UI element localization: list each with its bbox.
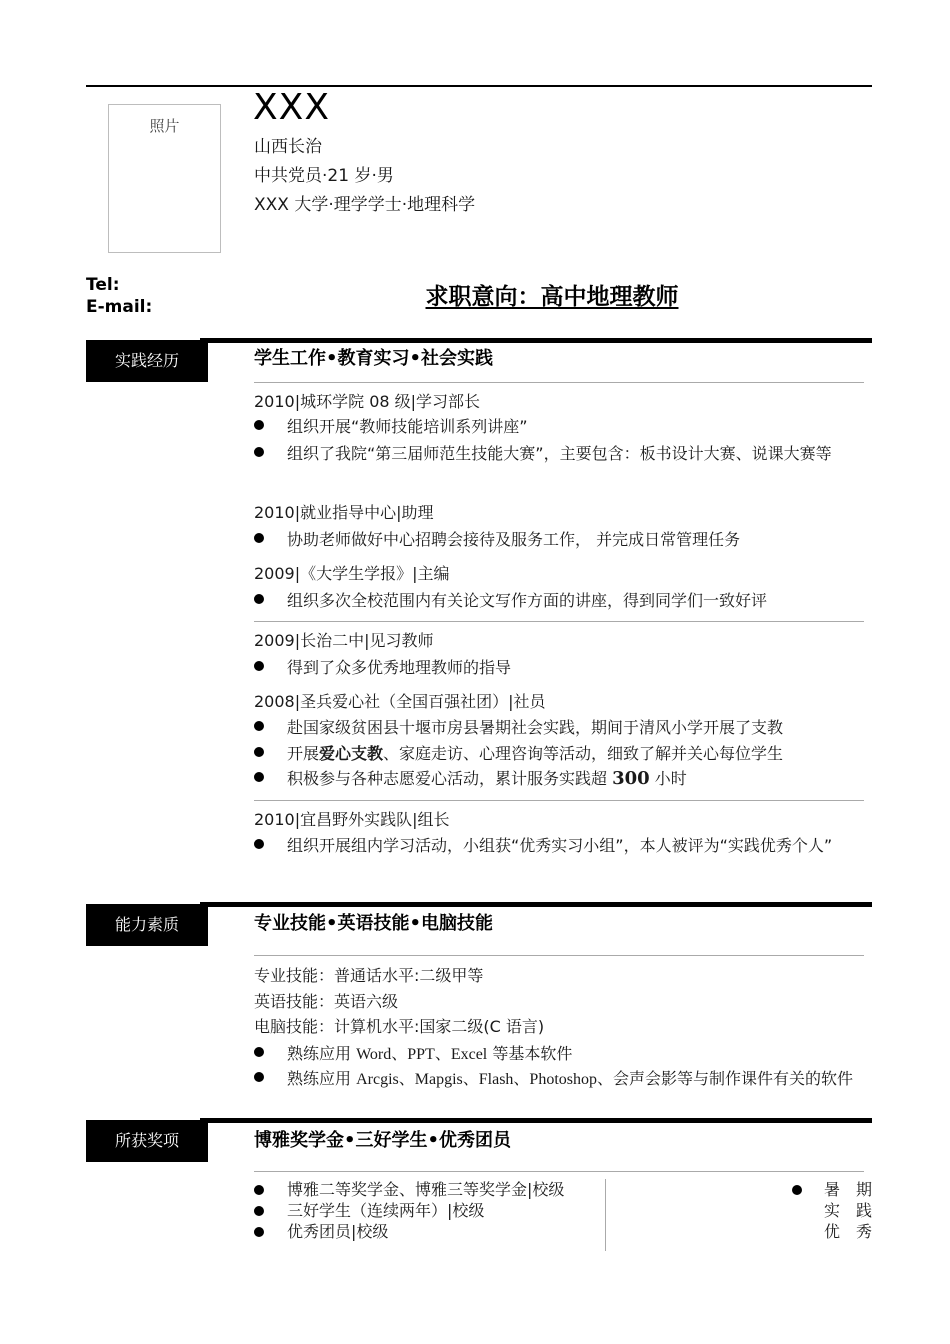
section-label-awards: 所获奖项: [86, 1120, 208, 1162]
divider: [254, 1171, 864, 1172]
bullet-icon: [792, 1185, 802, 1195]
entry-heading: 2010|就业指导中心|助理: [254, 503, 434, 522]
education: XXX 大学·理学学士·地理科学: [254, 195, 476, 215]
list-item: 组织多次全校范围内有关论文写作方面的讲座，得到同学们一致好评: [254, 588, 872, 613]
award-item-right: [790, 1179, 872, 1245]
list-item: 协助老师做好中心招聘会接待及服务工作， 并完成日常管理任务: [254, 527, 872, 552]
section-title-practice: 学生工作•教育实习•社会实践: [254, 348, 494, 369]
list-item: 熟练应用 Word、PPT、Excel 等基本软件: [254, 1041, 872, 1067]
entry-heading: 2010|宜昌野外实践队|组长: [254, 810, 450, 829]
bullet-icon: [254, 533, 264, 543]
bullet-icon: [254, 839, 264, 849]
candidate-name: XXX: [253, 87, 330, 128]
bullet-icon: [254, 420, 264, 430]
job-objective: 求职意向：高中地理教师: [425, 284, 679, 310]
award-item: 博雅二等奖学金、博雅三等奖学金|校级: [254, 1179, 564, 1200]
section-label-practice: 实践经历: [86, 340, 208, 382]
top-rule: [86, 85, 872, 87]
section-rule-ability: [200, 902, 872, 907]
list-item: 组织开展“教师技能培训系列讲座”: [254, 414, 872, 439]
list-item: 得到了众多优秀地理教师的指导: [254, 655, 872, 680]
hours-number: 300: [612, 768, 650, 789]
bullet-icon: [254, 594, 264, 604]
divider: [254, 382, 864, 383]
section-title-ability: 专业技能•英语技能•电脑技能: [254, 913, 494, 934]
bullet-icon: [254, 772, 264, 782]
photo-placeholder: [108, 104, 221, 253]
award-item: 优秀团员|校级: [254, 1221, 388, 1242]
photo-label: 照片: [149, 117, 180, 135]
bullet-icon: [254, 721, 264, 731]
tel-label: Tel:: [86, 275, 120, 295]
award-text-row: 暑 期: [824, 1180, 872, 1199]
award-text-row: 实 践: [824, 1201, 872, 1220]
entry-heading: 2010|城环学院 08 级|学习部长: [254, 392, 481, 411]
section-label-ability: 能力素质: [86, 904, 208, 946]
skill-line: 专业技能：普通话水平:二级甲等: [254, 966, 484, 985]
section-title-awards: 博雅奖学金•三好学生•优秀团员: [254, 1130, 512, 1151]
award-text-row: 优 秀: [824, 1222, 872, 1241]
award-item: 三好学生（连续两年）|校级: [254, 1200, 484, 1221]
location: 山西长治: [254, 137, 322, 157]
entry-heading: 2009|长治二中|见习教师: [254, 631, 434, 650]
list-item: 积极参与各种志愿爱心活动，累计服务实践超 300 小时: [254, 766, 872, 791]
entry-heading: 2009|《大学生学报》|主编: [254, 564, 450, 583]
email-label: E-mail:: [86, 297, 153, 317]
list-item: 赴国家级贫困县十堰市房县暑期社会实践，期间于清风小学开展了支教: [254, 715, 872, 740]
skill-line: 电脑技能：计算机水平:国家二级(C 语言): [254, 1017, 545, 1036]
bullet-icon: [254, 1185, 264, 1195]
section-rule-awards: [200, 1118, 872, 1123]
bullet-icon: [254, 1047, 264, 1057]
entry-heading: 2008|圣兵爱心社（全国百强社团）|社员: [254, 692, 546, 711]
bullet-icon: [254, 1227, 264, 1237]
section-rule-practice: [200, 338, 872, 343]
bullet-icon: [254, 1206, 264, 1216]
list-item: 熟练应用 Arcgis、Mapgis、Flash、Photoshop、会声会影等与制作课件有关的软件: [254, 1066, 872, 1092]
skill-line: 英语技能：英语六级: [254, 992, 399, 1011]
divider: [254, 955, 864, 956]
list-item: 开展爱心支教、家庭走访、心理咨询等活动，细致了解并关心每位学生: [254, 741, 872, 766]
list-item: 组织了我院“第三届师范生技能大赛”，主要包含：板书设计大赛、说课大赛等: [254, 441, 872, 466]
list-item: 组织开展组内学习活动，小组获“优秀实习小组”，本人被评为“实践优秀个人”: [254, 833, 872, 858]
bullet-icon: [254, 1072, 264, 1082]
divider: [254, 621, 864, 622]
bullet-icon: [254, 661, 264, 671]
column-divider: [605, 1179, 606, 1251]
political-age-gender: 中共党员·21 岁·男: [254, 166, 394, 186]
divider: [254, 800, 864, 801]
bullet-icon: [254, 747, 264, 757]
bullet-icon: [254, 447, 264, 457]
